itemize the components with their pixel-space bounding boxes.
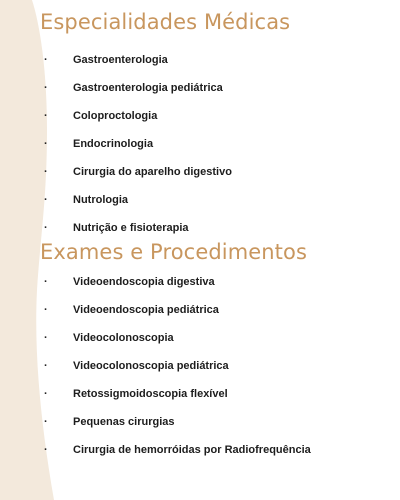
list-item — [0, 186, 400, 214]
bullet: · — [44, 54, 48, 66]
list-item-text: Videocolonoscopia — [73, 332, 174, 344]
list-item — [0, 268, 400, 296]
specialties-list — [0, 46, 400, 242]
list-item — [0, 74, 400, 102]
list-item-text: Cirurgia de hemorróidas por Radiofrequência — [73, 444, 311, 456]
list-item-text: Nutrição e fisioterapia — [73, 222, 189, 234]
list-item-text: Videoendoscopia digestiva — [73, 276, 215, 288]
list-item-text: Videoendoscopia pediátrica — [73, 304, 219, 316]
exams-heading: Exames e Procedimentos — [40, 240, 308, 264]
list-item — [0, 436, 400, 464]
list-item — [0, 324, 400, 352]
list-item — [0, 380, 400, 408]
bullet: · — [44, 110, 48, 122]
bullet: · — [44, 82, 48, 94]
list-item-text: Videocolonoscopia pediátrica — [73, 360, 229, 372]
list-item-text: Coloproctologia — [73, 110, 158, 122]
list-item-text: Gastroenterologia pediátrica — [73, 82, 223, 94]
specialties-heading: Especialidades Médicas — [40, 10, 291, 34]
bullet: · — [44, 304, 48, 316]
bullet: · — [44, 194, 48, 206]
exams-list — [0, 268, 400, 464]
bullet: · — [44, 166, 48, 178]
list-item — [0, 296, 400, 324]
list-item — [0, 408, 400, 436]
list-item-text: Endocrinologia — [73, 138, 154, 150]
list-item — [0, 214, 400, 242]
bullet: · — [44, 276, 48, 288]
list-item-text: Pequenas cirurgias — [73, 416, 175, 428]
bullet: · — [44, 332, 48, 344]
list-item-text: Cirurgia do aparelho digestivo — [73, 166, 232, 178]
bullet: · — [44, 138, 48, 150]
list-item-text: Retossigmoidoscopia flexível — [73, 388, 228, 400]
list-item — [0, 352, 400, 380]
list-item — [0, 46, 400, 74]
bullet: · — [44, 222, 48, 234]
bullet: · — [44, 388, 48, 400]
list-item — [0, 130, 400, 158]
bullet: · — [44, 444, 48, 456]
list-item-text: Gastroenterologia — [73, 54, 168, 66]
list-item — [0, 102, 400, 130]
list-item-text: Nutrologia — [73, 194, 128, 206]
bullet: · — [44, 416, 48, 428]
list-item — [0, 158, 400, 186]
bullet: · — [44, 360, 48, 372]
